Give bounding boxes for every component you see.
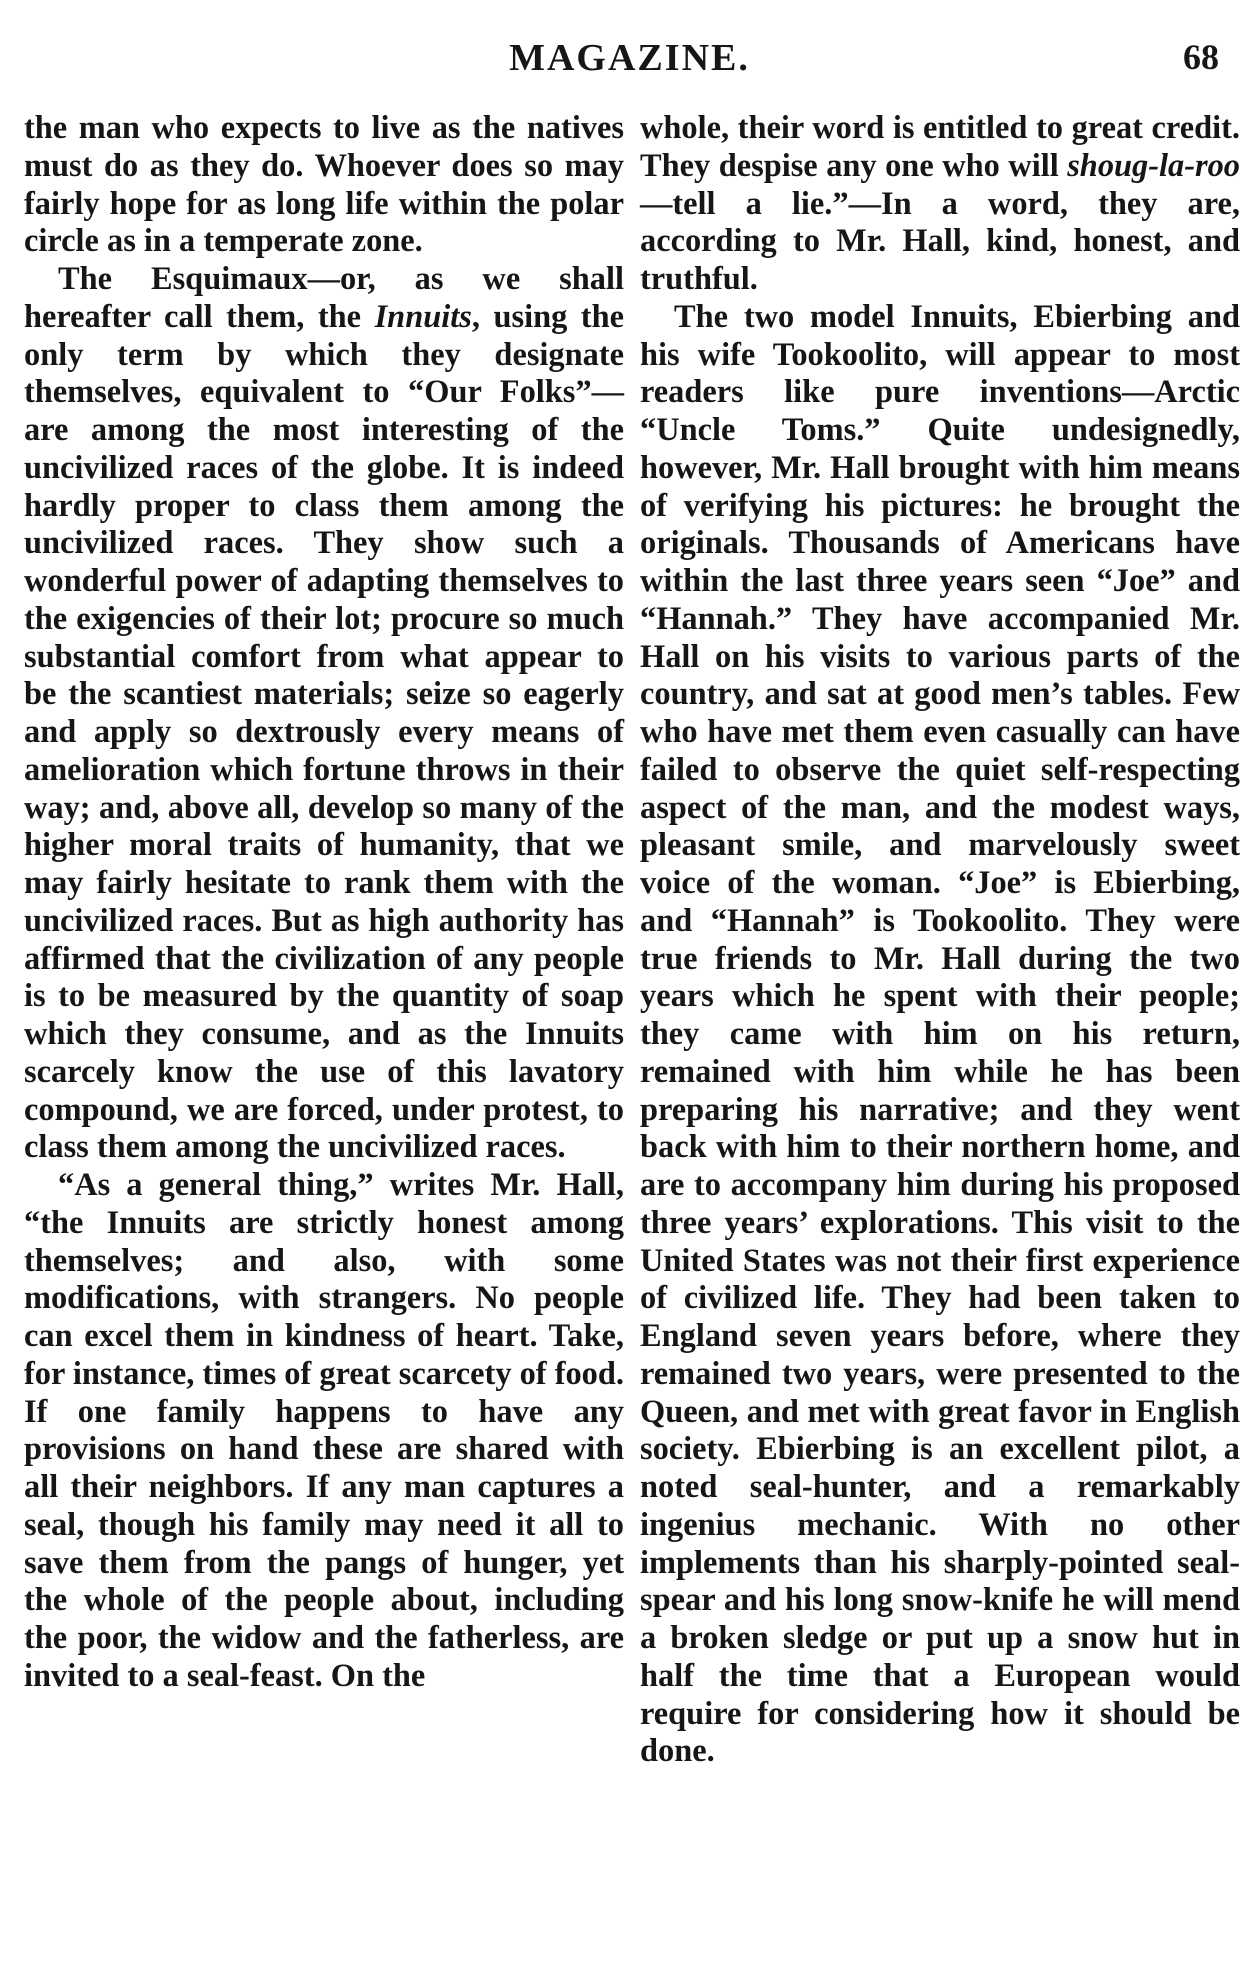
running-title: MAGAZINE. [509,37,750,79]
paragraph-text: The Esquimaux—or, as we shall hereafter call them, the [24,261,624,335]
running-head [0,30,1259,90]
paragraph-text: —tell a lie.”—In a word, they are, according to Mr. Hall, kind, honest, and truthful. [640,185,1240,297]
page-number: 68 [1183,37,1219,77]
paragraph-text: “As a general thing,” writes Mr. Hall, “the Innuits are strictly honest among themselves; and also, with some modifications, with strangers. No people can excel them in kindness of heart. Take, for instance, times of great scarcety of food. If one family happens to have any provisions on hand these are shared with all their neighbors. If any man captures a seal, though his family may need it all to save them from the pangs of hunger, yet the whole of the people about, including the poor, the widow and the fatherless, are invited to a seal-feast. On the [24,1167,624,1694]
paragraph [24,110,624,261]
paragraph [640,110,1240,299]
right-column [640,110,1240,1771]
paragraph-text: , using the only term by which they designate themselves, equivalent to “Our Folks”—are among the most interesting of the uncivilized races of the globe. It is indeed hardly proper to class them among the uncivilized races. They show such a wonderful power of adapting themselves to the exigencies of their lot; procure so much substantial comfort from what appear to be the scantiest materials; seize so eagerly and apply so dextrously every means of amelioration which fortune throws in their way; and, above all, develop so many of the higher moral traits of humanity, that we may fairly hesitate to rank them with the uncivilized races. But as high authority has affirmed that the civilization of any people is to be measured by the quantity of soap which they consume, and as the Innuits scarcely know the use of this lavatory compound, we are forced, under protest, to class them among the uncivilized races. [24,298,624,1166]
paragraph [24,261,624,1167]
paragraph-text: whole, their word is entitled to great credit. They despise any one who will [640,110,1240,184]
paragraph-text: The two model Innuits, Ebierbing and his wife Tookoolito, will appear to most readers like pure inventions—Arctic “Uncle Toms.” Quite undesignedly, however, Mr. Hall brought with him means of verifying his pictures: he brought the originals. Thousands of Americans have within the last three years seen “Joe” and “Hannah.” They have accompanied Mr. Hall on his visits to various parts of the country, and sat at good men’s tables. Few who have met them even casually can have failed to observe the quiet self-respecting aspect of the man, and the modest ways, pleasant smile, and marvelously sweet voice of the woman. “Joe” is Ebierbing, and “Hannah” is Tookoolito. They were true friends to Mr. Hall during the two years which he spent with their people; they came with him on his return, remained with him while he has been preparing his narrative; and they went back with him to their northern home, and are to accompany him during his proposed three years’ explorations. This visit to the United States was not their first experience of civilized life. They had been taken to England seven years before, where they remained two years, were presented to the Queen, and met with great favor in English society. Ebierbing is an excellent pilot, a noted seal-hunter, and a remarkably ingenius mechanic. With no other implements than his sharply-pointed seal-spear and his long snow-knife he will mend a broken sledge or put up a snow hut in half the time that a European would require for considering how it should be done. [640,298,1240,1770]
paragraph-text: the man who expects to live as the natives must do as they do. Whoever does so may fairly hope for as long life within the polar circle as in a temperate zone. [24,110,624,260]
left-column [24,110,624,1696]
paragraph [640,299,1240,1771]
italic-term: Innuits [374,298,472,335]
italic-term: shoug-la-roo [1067,147,1240,184]
paragraph [24,1167,624,1696]
